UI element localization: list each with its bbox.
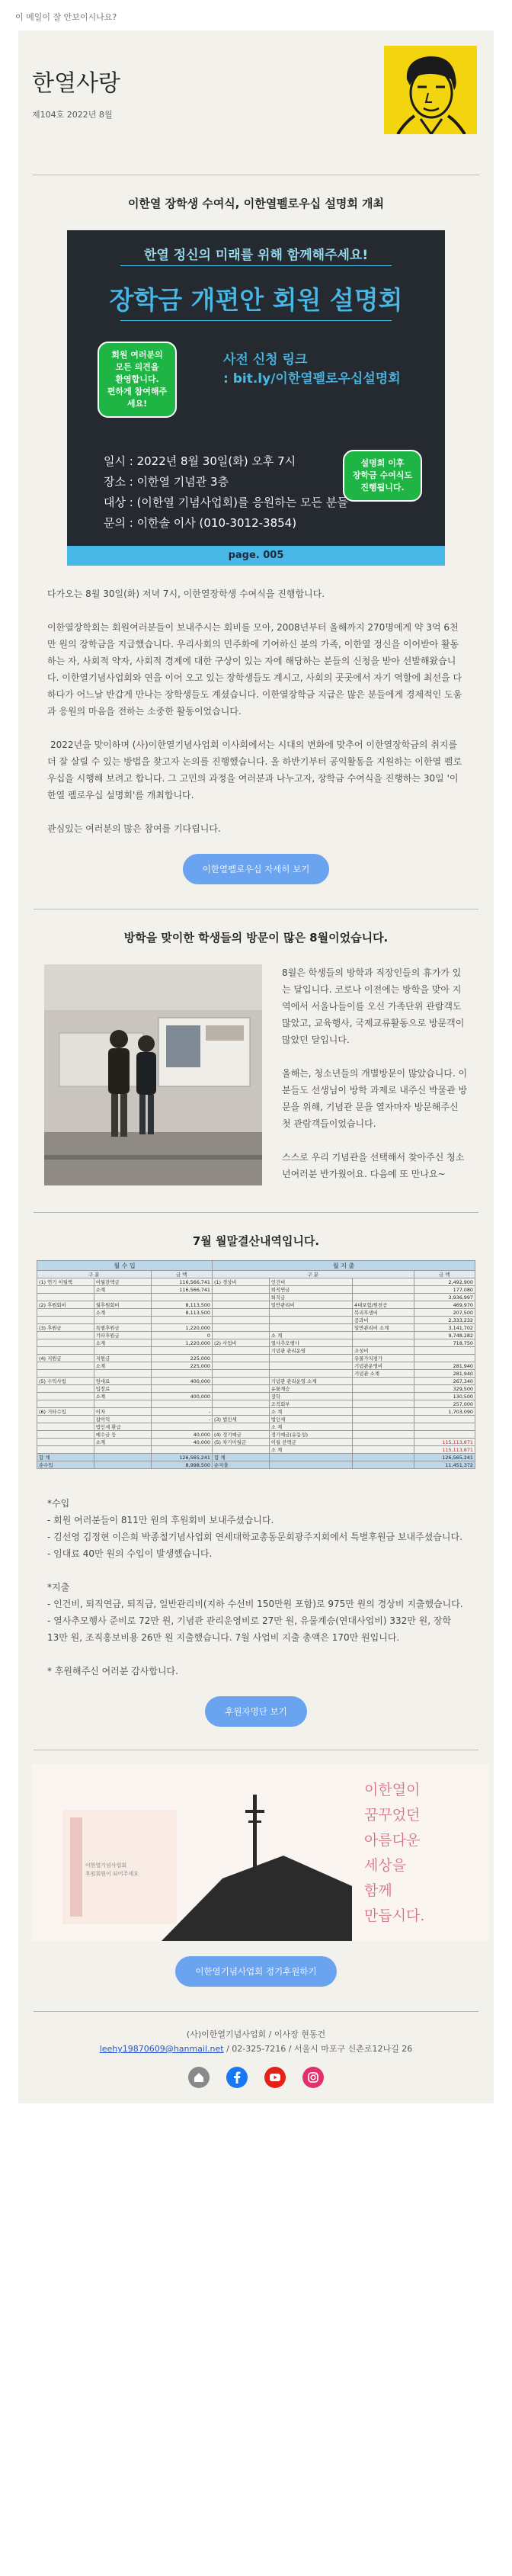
- table-cell: [213, 1423, 270, 1431]
- table-cell: 일반관리비 소계: [353, 1324, 414, 1332]
- poster-page-number: page. 005: [67, 546, 445, 566]
- table-cell: [151, 1446, 213, 1454]
- table-cell: [353, 1446, 414, 1454]
- table-cell: 소계: [94, 1286, 151, 1294]
- table-cell: 267,340: [414, 1378, 475, 1385]
- paragraph: 스스로 우리 기념관을 선택해서 찾아주신 청소년여러분 반가웠어요. 다음에 또 만나요~: [282, 1152, 465, 1179]
- table-cell: 소계: [94, 1309, 151, 1317]
- table-cell: [353, 1378, 414, 1385]
- table-cell: [353, 1385, 414, 1393]
- table-cell: [213, 1301, 270, 1309]
- table-cell: [269, 1370, 352, 1378]
- table-cell: 퇴직연금: [269, 1286, 352, 1294]
- table-cell: 11,451,372: [414, 1461, 475, 1469]
- paragraph: 8월은 학생들의 방학과 직장인들의 휴가가 있는 달입니다. 코로나 이전에는 방학을 맞아 지역에서 서울나들이를 오신 가족단위 관람객도 많았고, 교육행사, 국제교류활동으로 방문객이 많았던 달입니다.: [282, 967, 465, 1045]
- table-cell: [213, 1309, 270, 1317]
- table-cell: 40,000: [151, 1431, 213, 1439]
- table-cell: [414, 1416, 475, 1423]
- footer: [32, 2027, 480, 2088]
- table-cell: [213, 1393, 270, 1400]
- social-links: [32, 2067, 480, 2088]
- poster-signup-link: 사전 신청 링크 : bit.ly/이한열펠로우십설명회: [223, 352, 401, 387]
- table-cell: [213, 1317, 270, 1324]
- paragraph: 2022년을 맞이하며 (사)이한열기념사업회 이사회에서는 시대의 변화에 맞추어 이한열장학금의 취지를 더 잘 살릴 수 있는 방법을 찾고자 논의를 진행했습니다. 올 하반기부터 공익활동을 지원하는 이한열 펠로우십을 시행해 보려고 합니다. 그 고민의 과정을 여러분과 나누고자, 장학금 수여식을 진행하는 30일 '이한열 펠로우십 설명회'를 개최합니다.: [47, 739, 462, 800]
- table-row: [37, 1400, 475, 1408]
- income-summary: *수입 - 회원 여러분들이 811만 원의 후원회비 보내주셨습니다. - 김선영 김정현 이은희 박종철기념사업회 연세대학교총동문회광주지회에서 특별후원금 보내주셨습니다. - 임대료 40만 원의 수입이 발생했습니다. *지출 - 인건비, 퇴직연금, 퇴직금, 일반관리비(지하 수선비 150만원 포함)로 975만 원의 경상비 지출했습니다. - 열사추모행사 준비로 72만 원, 기념관 관리운영비로 27만 원, 유물계승(연대사업비) 332만 원, 장학 13만 원, 조직홍보비용 26만 원 지출했습니다. 7월 사업비 지출 총액은 170만 원입니다. * 후원해주신 여러분 감사합니다.: [47, 1498, 463, 1676]
- table-row: [37, 1423, 475, 1431]
- table-cell: 소 계: [269, 1408, 352, 1416]
- table-cell: [353, 1286, 414, 1294]
- table-row: [37, 1286, 475, 1294]
- table-cell: [94, 1370, 151, 1378]
- table-row: [37, 1332, 475, 1339]
- poster-divider: [120, 320, 392, 321]
- table-cell: [213, 1332, 270, 1339]
- table-cell: (3) 후원금: [37, 1324, 94, 1332]
- table-cell: [37, 1370, 94, 1378]
- table-cell: 400,000: [151, 1393, 213, 1400]
- table-cell: 조성비: [353, 1347, 414, 1355]
- table-cell: [353, 1278, 414, 1286]
- table-cell: 특별후원금: [94, 1324, 151, 1332]
- table-cell: 소계: [94, 1362, 151, 1370]
- section-title-settlement: 7월 월말결산내역입니다.: [192, 1234, 320, 1248]
- table-cell: 소계: [94, 1393, 151, 1400]
- table-cell: [37, 1423, 94, 1431]
- poster-divider: [120, 265, 392, 266]
- table-cell: [269, 1461, 352, 1469]
- table-cell: 116,566,741: [151, 1278, 213, 1286]
- table-cell: 116,566,741: [151, 1286, 213, 1294]
- table-cell: [37, 1393, 94, 1400]
- table-cell: [213, 1408, 270, 1416]
- table-cell: [414, 1347, 475, 1355]
- table-cell: (4) 지원금: [37, 1355, 94, 1362]
- visitor-photo: [44, 964, 262, 1185]
- table-cell: 1,220,000: [151, 1339, 213, 1347]
- facebook-icon[interactable]: [226, 2067, 248, 2088]
- table-cell: 순지출: [213, 1461, 270, 1469]
- table-cell: 126,565,241: [414, 1454, 475, 1461]
- table-cell: [213, 1347, 270, 1355]
- preheader[interactable]: 이 메일이 잘 안보이시나요?: [15, 12, 117, 22]
- table-cell: 400,000: [151, 1378, 213, 1385]
- settlement-table: 월 수 입 월 지 출 구 분 금 액 구 분 금 액 (1) 연기 이월액 이월잔액금 116,566,741 (1) 경상비 인건비 2,492,900 소계 116,566,741 퇴직연금 177,080 퇴직금 3,936,997 (2) 후원회비 월후원회비 8,113,500 일반관리비 4대보험/원천공 469,970 소계 8,113,500 복리후생비 207,500 공과비 2,333,232 (3) 후원금 특별후원금 1,220,000 일반관리비 소계 3,141,702 기타후원금 0 소 계 9,748,282 소계 1,220,000 (2) 사업비 열사추모행사 718,750 기념관 관리운영 조성비 (4) 지원금 지원금 225,000 유물가치평가 소계 225,000 기념관운영비 281,940 기념관 소계 281,940 (5) 수익사업 임대료 400,000 기념관 관리운영 소계 267,340 입장료 유물계승 329,500 소계 400,000 장학 130,500 조직회부 257,000 (6) 기타수입 이자 - 소 계 1,703,090 잡이익 - (3) 법인세 법인세 법인세 환급 소 계 예수금 등 40,000 (4) 정기예금 정기예금(유동성) 소계 40,000 (5) 차기이월금 이월 잔액금 115,113,871 소 계 115,113,871 합 계 126,565,241 합 계 126,565,241 순수입 8,998,500 순지출 11,451,372: [32, 1260, 480, 1469]
- table-row: [37, 1454, 475, 1461]
- table-cell: 입장료: [94, 1385, 151, 1393]
- table-cell: -: [151, 1408, 213, 1416]
- table-row: [37, 1355, 475, 1362]
- table-cell: 40,000: [151, 1439, 213, 1446]
- table-cell: [151, 1347, 213, 1355]
- table-cell: -: [151, 1416, 213, 1423]
- banner-poem: 이한열이 꿈꾸었던 아름다운 세상을 함께 만듭시다.: [364, 1782, 425, 1924]
- table-row: [37, 1378, 475, 1385]
- table-cell: 기념관 관리운영: [269, 1347, 352, 1355]
- table-cell: 잡이익: [94, 1416, 151, 1423]
- table-cell: 130,500: [414, 1393, 475, 1400]
- table-cell: [414, 1423, 475, 1431]
- footer-contact: / 02-325-7216 / 서울시 마포구 신촌로12나길 26: [223, 2044, 413, 2054]
- table-cell: 2,333,232: [414, 1317, 475, 1324]
- table-cell: [151, 1400, 213, 1408]
- table-cell: [353, 1393, 414, 1400]
- table-cell: [213, 1286, 270, 1294]
- table-cell: 공과비: [353, 1317, 414, 1324]
- table-cell: 복리후생비: [353, 1309, 414, 1317]
- table-cell: 281,940: [414, 1362, 475, 1370]
- income-header: 월 수 입: [37, 1261, 213, 1271]
- table-cell: 월후원회비: [94, 1301, 151, 1309]
- table-cell: 기념관운영비: [353, 1362, 414, 1370]
- poster-headline: 장학금 개편안 회원 설명회: [109, 285, 403, 315]
- table-row: [37, 1317, 475, 1324]
- table-cell: 기념관 소계: [353, 1370, 414, 1378]
- table-row: [37, 1416, 475, 1423]
- table-cell: 퇴직금: [269, 1294, 352, 1301]
- table-row: [37, 1347, 475, 1355]
- table-cell: 115,113,871: [414, 1439, 475, 1446]
- table-cell: [353, 1339, 414, 1347]
- table-cell: [94, 1454, 151, 1461]
- paragraph: 관심있는 여러분의 많은 참여를 기다립니다.: [47, 823, 221, 834]
- table-row: [37, 1461, 475, 1469]
- table-cell: [269, 1324, 352, 1332]
- table-cell: 이월잔액금: [94, 1278, 151, 1286]
- table-cell: 177,080: [414, 1286, 475, 1294]
- table-row: [37, 1324, 475, 1332]
- table-cell: [353, 1408, 414, 1416]
- poster-event-info: 일시 : 2022년 8월 30일(화) 오후 7시 장소 : 이한열 기념관 3층 대상 : (이한열 기념사업회)를 응원하는 모든 분들 문의 : 이한솔 이사 (010-3012-3854): [104, 454, 348, 530]
- fellowship-details-button[interactable]: 이한열펠로우십 자세히 보기: [183, 854, 330, 884]
- table-cell: [37, 1294, 94, 1301]
- expense-header: 월 지 출: [213, 1261, 475, 1271]
- table-cell: 지원금: [94, 1355, 151, 1362]
- table-cell: 0: [151, 1332, 213, 1339]
- table-cell: [269, 1309, 352, 1317]
- table-cell: 예수금 등: [94, 1431, 151, 1439]
- table-cell: [37, 1431, 94, 1439]
- table-cell: 207,500: [414, 1309, 475, 1317]
- table-cell: 이자: [94, 1408, 151, 1416]
- table-cell: [353, 1332, 414, 1339]
- table-cell: 126,565,241: [151, 1454, 213, 1461]
- table-cell: [353, 1431, 414, 1439]
- table-cell: (4) 정기예금: [213, 1431, 270, 1439]
- table-cell: 일반관리비: [269, 1301, 352, 1309]
- footer-email-link[interactable]: leehy19870609@hanmail.net: [99, 2044, 224, 2054]
- table-cell: 합 계: [213, 1454, 270, 1461]
- table-row: [37, 1309, 475, 1317]
- table-cell: 합 계: [37, 1454, 94, 1461]
- table-cell: 소계: [94, 1339, 151, 1347]
- table-cell: 유물가치평가: [353, 1355, 414, 1362]
- table-cell: 8,998,500: [151, 1461, 213, 1469]
- table-cell: 유물계승: [269, 1385, 352, 1393]
- table-row: [37, 1294, 475, 1301]
- table-cell: 소 계: [269, 1446, 352, 1454]
- poster-badge-welcome: 회원 여러분의 모든 의견을 환영합니다. 편하게 참여해주세요!: [98, 342, 177, 418]
- table-row: [37, 1385, 475, 1393]
- table-cell: 열사추모행사: [269, 1339, 352, 1347]
- table-cell: [151, 1370, 213, 1378]
- visitor-text: [262, 964, 468, 1189]
- table-row: [37, 1362, 475, 1370]
- poster-tagline: 한열 정신의 미래를 위해 함께해주세요!: [143, 248, 369, 263]
- event-poster: [67, 230, 445, 566]
- youtube-icon[interactable]: [264, 2067, 286, 2088]
- table-cell: 정기예금(유동성): [269, 1431, 352, 1439]
- issue-number: 제104호 2022년 8월: [32, 110, 113, 120]
- masthead: [32, 46, 480, 175]
- table-cell: [353, 1416, 414, 1423]
- table-cell: 3,936,997: [414, 1294, 475, 1301]
- table-row: [37, 1393, 475, 1400]
- table-cell: 469,970: [414, 1301, 475, 1309]
- portrait-logo: [384, 46, 477, 134]
- table-cell: (3) 법인세: [213, 1416, 270, 1423]
- table-cell: 718,750: [414, 1339, 475, 1347]
- table-cell: [37, 1286, 94, 1294]
- table-cell: [353, 1461, 414, 1469]
- table-cell: (5) 수익사업: [37, 1378, 94, 1385]
- table-cell: [213, 1385, 270, 1393]
- table-cell: 4대보험/원천공: [353, 1301, 414, 1309]
- footer-org: (사)이한열기념사업회 / 이사장 현동건: [186, 2029, 326, 2039]
- visitor-section: [32, 964, 480, 1189]
- table-cell: 329,500: [414, 1385, 475, 1393]
- table-cell: 소계: [94, 1439, 151, 1446]
- section-title-visitors: 방학을 맞이한 학생들의 방문이 많은 8월이었습니다.: [123, 931, 389, 945]
- table-cell: 3,141,702: [414, 1324, 475, 1332]
- table-cell: [213, 1400, 270, 1408]
- table-cell: [213, 1446, 270, 1454]
- table-cell: [94, 1461, 151, 1469]
- table-cell: [37, 1317, 94, 1324]
- home-icon[interactable]: [188, 2067, 210, 2088]
- paragraph: 올해는, 청소년들의 개별방문이 많았습니다. 이분들도 선생님이 방학 과제로 내주신 박물관 방문을 위해, 기념관 문을 열자마자 방문해주신 첫 관람객들이었습니다.: [282, 1068, 468, 1129]
- table-row: [37, 1301, 475, 1309]
- table-cell: [213, 1294, 270, 1301]
- table-cell: 1,220,000: [151, 1324, 213, 1332]
- table-cell: [37, 1446, 94, 1454]
- table-cell: [353, 1423, 414, 1431]
- table-cell: 소 계: [269, 1423, 352, 1431]
- table-cell: [37, 1332, 94, 1339]
- table-cell: 인건비: [269, 1278, 352, 1286]
- table-cell: 법인세: [269, 1416, 352, 1423]
- table-cell: [94, 1317, 151, 1324]
- table-cell: [213, 1355, 270, 1362]
- table-cell: 기념관 관리운영 소계: [269, 1378, 352, 1385]
- table-cell: [151, 1385, 213, 1393]
- table-cell: [213, 1378, 270, 1385]
- table-cell: [269, 1362, 352, 1370]
- table-cell: 8,113,500: [151, 1309, 213, 1317]
- table-cell: [151, 1317, 213, 1324]
- table-cell: [213, 1370, 270, 1378]
- table-cell: 1,703,090: [414, 1408, 475, 1416]
- table-cell: [213, 1362, 270, 1370]
- table-cell: [151, 1294, 213, 1301]
- newsletter-body: [18, 30, 494, 2103]
- table-cell: [37, 1400, 94, 1408]
- paragraph: 이한열장학회는 회원여러분들이 보내주시는 회비를 모아, 2008년부터 올해까지 270명에게 약 3억 6천만 원의 장학금을 지급했습니다. 우리사회의 민주화에 기여하신 분의 가족, 이한열 정신을 이어받아 활동하는 자, 사회적 약자, 사회적 경제에 대한 구상이 있는 자에 해당하는 분들의 신청을 받아 선발해왔습니다. 이한열기념사업회와 연을 이어 오고 있는 장학생들도 계시고, 사회의 곳곳에서 자기 역할에 최선을 다하다가 어느날 반갑게 만나는 장학생들도 계셨습니다. 이한열장학금 지급은 많은 분들에게 경제적인 도움과 응원의 마음을 전하는 소중한 활동이었습니다.: [47, 622, 462, 717]
- table-cell: 9,748,282: [414, 1332, 475, 1339]
- paragraph: 다가오는 8월 30일(화) 저녁 7시, 이한열장학생 수여식을 진행합니다.: [47, 589, 325, 599]
- table-cell: 법인세 환급: [94, 1423, 151, 1431]
- table-cell: [269, 1454, 352, 1461]
- membership-banner: [32, 1764, 489, 1941]
- table-row: [37, 1408, 475, 1416]
- table-cell: [37, 1416, 94, 1423]
- poster-badge-ceremony: 설명회 이후 장학금 수여식도 진행됩니다.: [343, 450, 422, 502]
- table-cell: (2) 후원회비: [37, 1301, 94, 1309]
- table-cell: (1) 연기 이월액: [37, 1278, 94, 1286]
- table-row: [37, 1339, 475, 1347]
- table-cell: (1) 경상비: [213, 1278, 270, 1286]
- table-row: [37, 1446, 475, 1454]
- table-cell: [269, 1317, 352, 1324]
- table-cell: [414, 1355, 475, 1362]
- table-cell: 조직회부: [269, 1400, 352, 1408]
- regular-donation-button[interactable]: 이한열기념사업회 정기후원하기: [175, 1956, 336, 1987]
- table-cell: 225,000: [151, 1362, 213, 1370]
- table-cell: [353, 1454, 414, 1461]
- table-cell: (2) 사업비: [213, 1339, 270, 1347]
- newsletter-title: 한열사랑: [32, 70, 120, 97]
- table-cell: 115,113,871: [414, 1446, 475, 1454]
- table-cell: (6) 기타수입: [37, 1408, 94, 1416]
- table-row: [37, 1439, 475, 1446]
- table-cell: 2,492,900: [414, 1278, 475, 1286]
- table-cell: [94, 1446, 151, 1454]
- table-cell: [353, 1400, 414, 1408]
- table-cell: [37, 1347, 94, 1355]
- banner-left-text: 이한열기념사업회 후원회원이 되어주세요: [85, 1862, 139, 1877]
- table-cell: 임대료: [94, 1378, 151, 1385]
- table-cell: 순수입: [37, 1461, 94, 1469]
- table-cell: (5) 차기이월금: [213, 1439, 270, 1446]
- table-cell: [94, 1294, 151, 1301]
- table-row: [37, 1370, 475, 1378]
- table-cell: [269, 1355, 352, 1362]
- table-row: [37, 1431, 475, 1439]
- table-cell: 257,000: [414, 1400, 475, 1408]
- donor-list-button[interactable]: 후원자명단 보기: [205, 1696, 306, 1727]
- table-cell: [37, 1339, 94, 1347]
- table-cell: 소 계: [269, 1332, 352, 1339]
- table-row: [37, 1278, 475, 1286]
- table-cell: 이월 잔액금: [269, 1439, 352, 1446]
- table-cell: 8,113,500: [151, 1301, 213, 1309]
- table-cell: [353, 1439, 414, 1446]
- table-cell: 기타후원금: [94, 1332, 151, 1339]
- table-cell: 225,000: [151, 1355, 213, 1362]
- table-cell: [94, 1347, 151, 1355]
- table-cell: [37, 1362, 94, 1370]
- instagram-icon[interactable]: [302, 2067, 324, 2088]
- section-title-scholarship: 이한열 장학생 수여식, 이한열펠로우십 설명회 개최: [127, 197, 385, 210]
- table-cell: 장학: [269, 1393, 352, 1400]
- table-cell: [94, 1400, 151, 1408]
- table-cell: 281,940: [414, 1370, 475, 1378]
- table-cell: [213, 1324, 270, 1332]
- table-cell: [414, 1431, 475, 1439]
- table-cell: [353, 1294, 414, 1301]
- table-cell: [37, 1385, 94, 1393]
- table-cell: [37, 1439, 94, 1446]
- table-cell: [37, 1309, 94, 1317]
- table-cell: [151, 1423, 213, 1431]
